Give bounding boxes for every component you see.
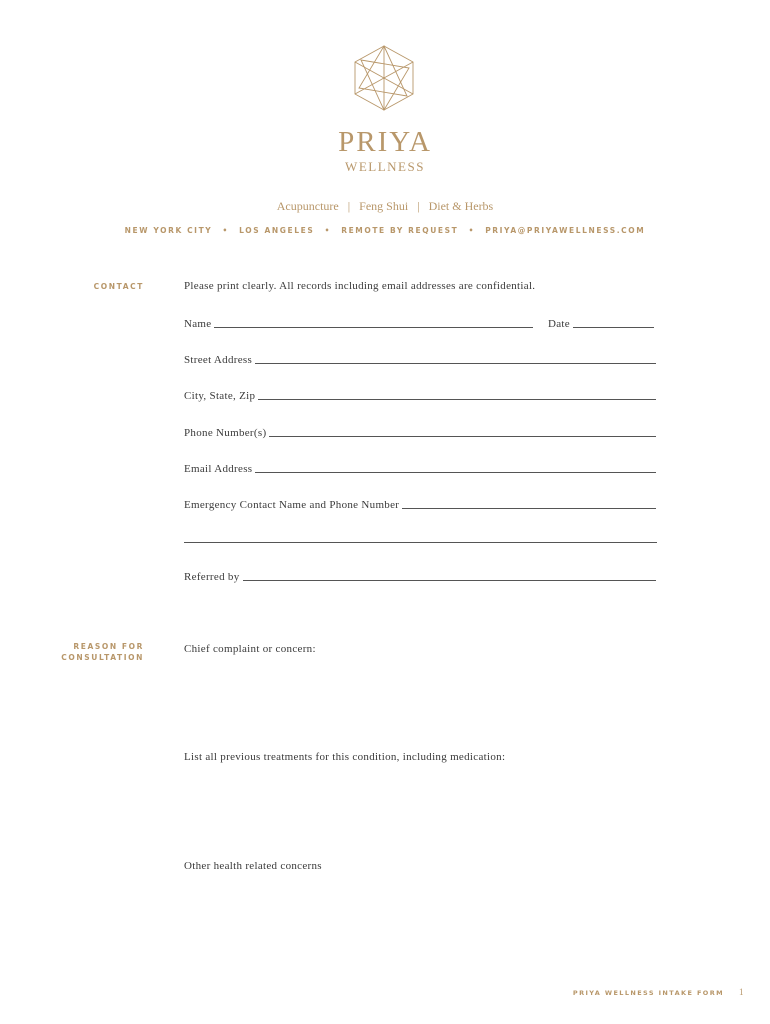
geometric-crystal-icon — [351, 44, 417, 112]
footer-title: PRIYA WELLNESS INTAKE FORM — [572, 989, 724, 997]
location-remote: REMOTE BY REQUEST — [341, 226, 459, 235]
section-label-consultation-line2: CONSULTATION — [61, 653, 144, 662]
date-label: Date — [548, 318, 570, 330]
name-line[interactable] — [214, 317, 533, 328]
section-label-consultation — [61, 641, 144, 663]
location-la: LOS ANGELES — [239, 226, 315, 235]
city-state-zip-line[interactable] — [258, 389, 656, 400]
phone-line[interactable] — [269, 426, 656, 437]
location-separator: • — [468, 226, 475, 235]
chief-complaint-prompt: Chief complaint or concern: — [184, 643, 316, 655]
email-field[interactable] — [184, 461, 656, 475]
location-separator: • — [324, 226, 331, 235]
name-label: Name — [184, 318, 212, 330]
brand-name: PRIYA — [338, 126, 432, 158]
phone-field[interactable] — [184, 425, 656, 439]
previous-treatments-prompt: List all previous treatments for this condition, including medication: — [184, 751, 506, 763]
name-field[interactable] — [184, 316, 533, 330]
referred-by-label: Referred by — [184, 571, 240, 583]
referred-by-line[interactable] — [243, 570, 656, 581]
emergency-contact-continuation-line[interactable] — [184, 542, 657, 543]
section-label-consultation-line1: REASON FOR — [73, 642, 144, 651]
other-concerns-prompt: Other health related concerns — [184, 860, 322, 872]
street-address-label: Street Address — [184, 354, 253, 366]
contact-email: PRIYA@PRIYAWELLNESS.COM — [485, 226, 646, 235]
service-diet-herbs: Diet & Herbs — [428, 199, 494, 213]
service-feng-shui: Feng Shui — [359, 199, 409, 213]
service-separator: | — [347, 199, 351, 213]
location-nyc: NEW YORK CITY — [124, 226, 213, 235]
date-line[interactable] — [573, 317, 654, 328]
city-state-zip-label: City, State, Zip — [184, 390, 256, 402]
date-field[interactable] — [548, 316, 654, 330]
page-number: 1 — [739, 987, 744, 997]
location-separator: • — [222, 226, 229, 235]
service-acupuncture: Acupuncture — [276, 199, 339, 213]
email-label: Email Address — [184, 463, 253, 475]
city-state-zip-field[interactable] — [184, 388, 656, 402]
services-list — [0, 199, 770, 214]
contact-intro: Please print clearly. All records including email addresses are confidential. — [184, 280, 536, 292]
emergency-contact-line[interactable] — [402, 498, 656, 509]
section-label-contact: CONTACT — [93, 282, 144, 291]
referred-by-field[interactable] — [184, 569, 656, 583]
service-separator: | — [417, 199, 420, 213]
email-line[interactable] — [255, 462, 656, 473]
street-address-line[interactable] — [255, 353, 656, 364]
phone-label: Phone Number(s) — [184, 427, 267, 439]
brand-subtitle: WELLNESS — [345, 159, 425, 174]
emergency-contact-label: Emergency Contact Name and Phone Number — [184, 499, 400, 511]
street-address-field[interactable] — [184, 352, 656, 366]
emergency-contact-field[interactable] — [184, 497, 656, 511]
locations-list — [0, 226, 770, 235]
